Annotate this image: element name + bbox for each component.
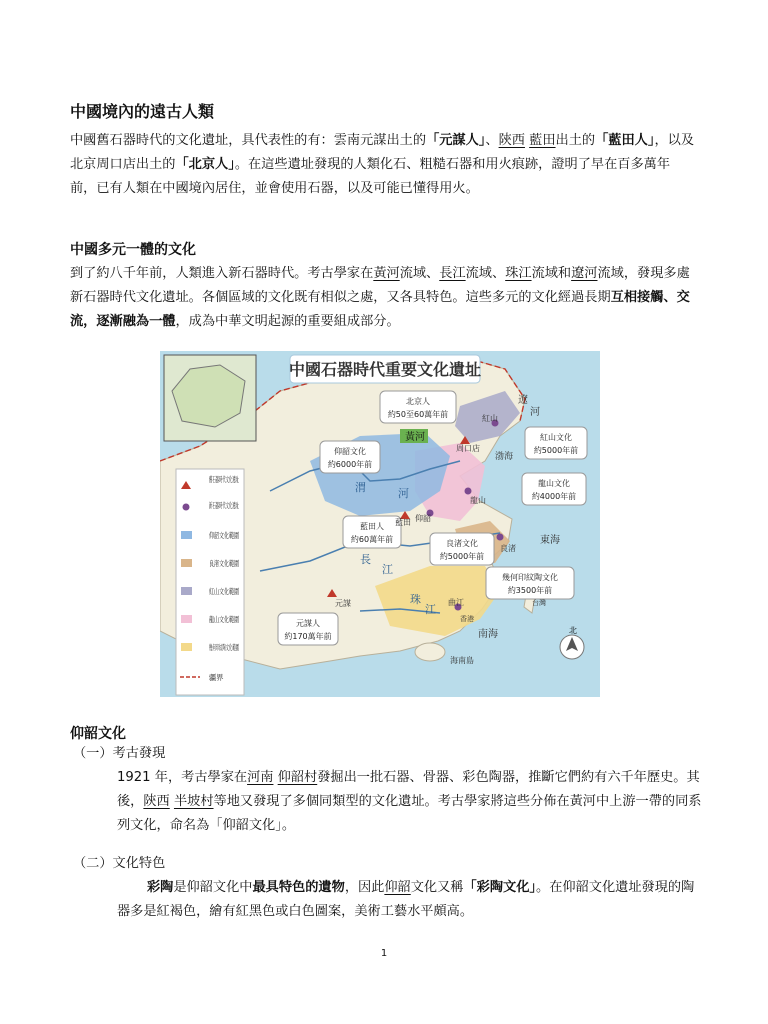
legend-yangshao: 仰韶文化範圍 [209,531,239,540]
label-liao: 遼 [518,395,528,406]
paragraph-discovery: 1921 年，考古學家在河南 仰韶村發掘出一批石器、骨器、彩色陶器，推斷它們約有六千年歷史。其後，陝西 半坡村等地又發現了多個同類型的文化遺址。考古學家將這些分佈在黃河中上游一帶的同系列文化，命名為「仰韶文化」。 [117,770,702,833]
svg-text:約50至60萬年前: 約50至60萬年前 [387,410,449,419]
label-donghai: 東海 [540,535,560,546]
section-heading-diverse-culture: 中國多元一體的文化 [70,242,196,258]
hainan-island [415,643,445,661]
callout-hongshan [525,427,587,459]
callout-peking-man [380,391,456,423]
callout-jiyin [486,567,574,599]
label-nanhai: 南海 [478,629,498,640]
legend-hongshan: 紅山文化範圍 [209,587,239,596]
neolithic-site-icon [183,504,190,511]
section-heading-yangshao: 仰韶文化 [70,726,126,742]
label-taiwan: 台灣 [532,599,546,607]
label-liao-river: 河 [530,407,540,418]
label-huanghe: 黃河 [405,432,425,443]
svg-text:約6000年前: 約6000年前 [327,460,373,469]
label-yuanmou: 元謀 [335,599,351,608]
subheading-discovery: （一）考古發現 [73,746,166,761]
label-bohai: 渤海 [495,452,514,462]
legend-paleolithic: 舊石器時代文化遺址 [209,475,239,484]
map-title: 中國石器時代重要文化遺址 [288,360,482,379]
label-jiang: 江 [382,563,393,576]
page-number: 1 [380,948,388,959]
svg-text:約4000年前: 約4000年前 [531,492,577,501]
svg-text:約3500年前: 約3500年前 [507,586,553,595]
svg-text:幾何印紋陶文化: 幾何印紋陶文化 [502,573,558,582]
legend-longshan: 龍山文化範圍 [209,615,239,624]
label-zhu: 珠 [410,593,421,606]
svg-text:約5000年前: 約5000年前 [439,552,485,561]
legend-neolithic: 新石器時代文化遺址 [209,501,239,510]
callout-lantian-man [343,516,401,548]
label-liangzhu: 良渚 [500,544,516,553]
map-legend [176,469,244,695]
site-marker-longshan [465,488,472,495]
svg-text:約5000年前: 約5000年前 [533,446,579,455]
label-hainan: 海南島 [450,656,474,665]
label-yangshao-village: 仰韶 [415,514,431,523]
svg-text:良渚文化: 良渚文化 [446,539,478,548]
label-hongshan: 紅山 [482,414,498,423]
svg-text:北京人: 北京人 [406,397,430,406]
svg-text:龍山文化: 龍山文化 [538,479,570,488]
label-zhoukoudian: 周口店 [456,444,480,453]
label-qujiang: 曲江 [448,598,464,607]
paragraph-paleolithic: 中國舊石器時代的文化遺址，具代表性的有：雲南元謀出土的「元謀人」、陝西 藍田出土的「藍田人」，以及北京周口店出土的「北京人」。在這些遺址發現的人類化石、粗糙石器和用火痕跡，證明了早在百多萬年前，已有人類在中國境內居住，並會使用石器，以及可能已懂得用火。 [70,133,695,196]
svg-text:約60萬年前: 約60萬年前 [350,535,394,544]
paragraph-neolithic: 到了約八千年前，人類進入新石器時代。考古學家在黃河流域、長江流域、珠江流域和遼河流域，發現多處新石器時代文化遺址。各個區域的文化既有相似之處，又各具特色。這些多元的文化經過長期互相接觸、交流，逐漸融為一體，成為中華文明起源的重要組成部分。 [70,266,690,329]
site-marker-liangzhu [497,534,504,541]
svg-text:紅山文化: 紅山文化 [540,433,572,442]
label-jiang-pearl: 江 [425,603,436,616]
legend-liangzhu: 良渚文化範圍 [209,559,239,568]
subheading-features: （二）文化特色 [73,856,166,871]
label-hongkong: 香港 [460,615,474,623]
callout-longshan [522,473,586,505]
callout-liangzhu [430,533,494,565]
label-lantian: 藍田 [395,518,411,527]
label-longshan: 龍山 [470,496,486,505]
callout-yangshao [320,441,380,473]
section-heading-ancient-humans: 中國境內的遠古人類 [70,102,215,121]
stone-age-sites-map [160,351,600,697]
label-wei: 渭 [355,481,366,494]
svg-text:元謀人: 元謀人 [296,619,320,628]
callout-yuanmou-man [278,613,338,645]
svg-text:約170萬年前: 約170萬年前 [284,632,332,641]
svg-text:藍田人: 藍田人 [360,522,384,531]
label-river: 河 [398,487,409,500]
paragraph-features: 彩陶是仰韶文化中最具特色的遺物，因此仰韶文化又稱「彩陶文化」。在仰韶文化遺址發現的陶器多是紅褐色，繪有紅黑色或白色圖案，美術工藝水平頗高。 [117,880,695,919]
label-chang: 長 [360,553,371,566]
svg-text:北: 北 [569,626,577,635]
svg-text:仰韶文化: 仰韶文化 [334,447,366,456]
legend-border: 疆界 [209,673,224,682]
legend-jiyin: 幾何印紋陶文化範圍 [209,643,239,652]
